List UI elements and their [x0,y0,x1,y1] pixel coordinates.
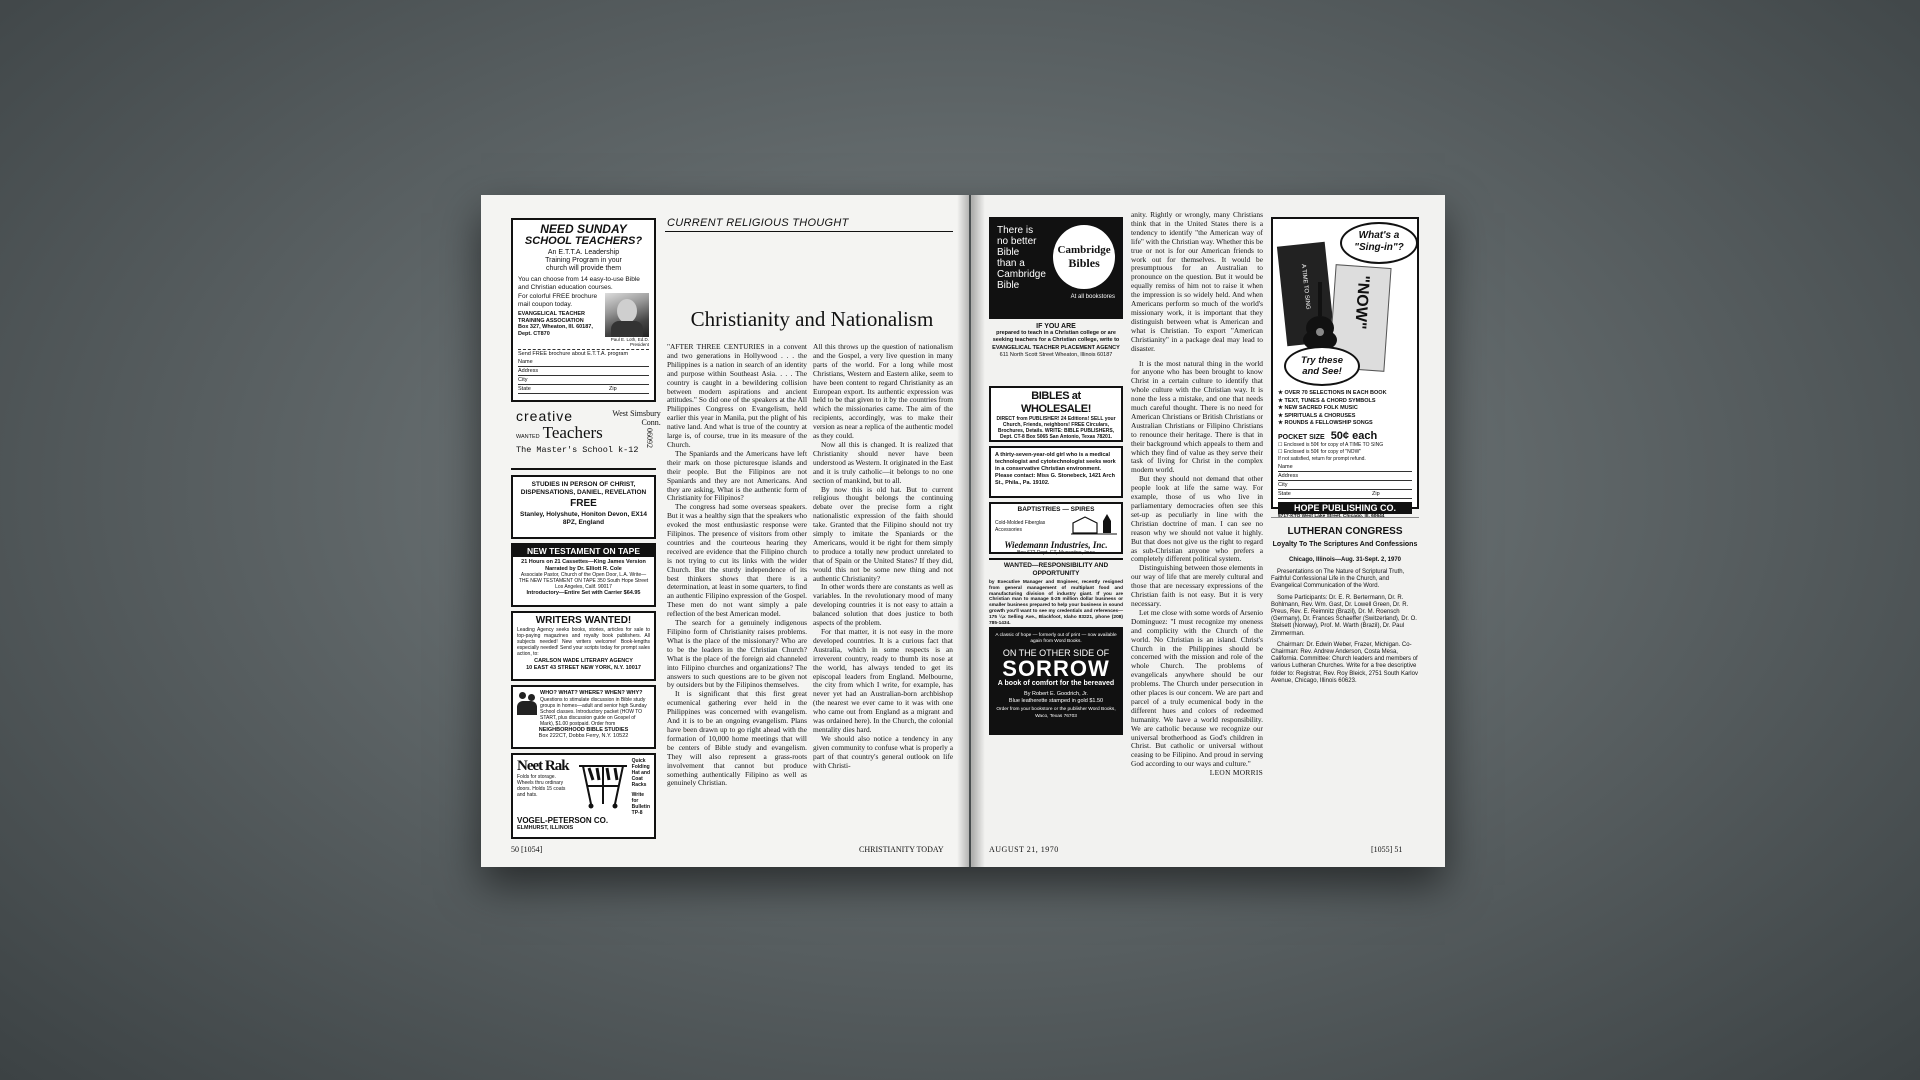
feature-bullet: ★ TEXT, TUNES & CHORD SYMBOLS [1278,397,1376,404]
paragraph: "AFTER THREE CENTURIES in a convent and two generations in Hollywood . . . the Philippines is a nation in search of an identity and purpose within Southeast Asia. . . . The country is caught in a bewildering collision between modern aspirations and ancient attitudes." So did one of the speakers at the All Philippines Congress on Evangelism, held earlier this year in Manila, put the plight of his native land. And what is true of the country at large is, of course, true in its measure of the Church. [667,342,807,449]
coupon-field-zip[interactable]: Zip [609,385,649,394]
ad-medical-technologist [989,446,1123,498]
paragraph: But they should not demand that other people look at life the same way. For example, those of us who live in parliamentary democracies often see this set-up as peculiarly in line with the Christian doctrine of man. I can see no reason why we should not value it highly. But that does not give us the right to regard as sub-Christian anyone who prefers a completely different political system. [1131,474,1263,564]
paragraph: We should also notice a tendency in any given community to confuse what is properly a part of that country's general outlook on life with Christi- [813,733,953,770]
refund-note: If not satisfied, return for prompt refund. [1278,455,1366,462]
church-spire-icon [1071,513,1117,540]
ad-write: Write for Bulletin TP-8 [631,792,651,816]
article-column-2 [813,343,953,837]
people-icon [517,690,537,720]
ad-headline: WHO? WHAT? WHERE? WHEN? WHY? [540,690,643,696]
bubble-text: What's a [1358,230,1400,241]
page-footer-right: CHRISTIANITY TODAY [859,845,944,854]
ad-address: Box 672 Dept. ET, Muscatine, Iowa [1017,550,1095,556]
ad-feature: Cold-Molded Fiberglas [995,520,1046,526]
ad-body: prepared to teach in a Christian college or are seeking teachers for a Christian college, write to [992,330,1120,343]
ad-company: HOPE PUBLISHING CO. [1278,502,1412,514]
ad-line: than a [997,258,1025,269]
feature-bullet: ★ NEW SACRED FOLK MUSIC [1278,405,1358,411]
ad-headline: WANTED—RESPONSIBILITY AND OPPORTUNITY [1003,562,1109,577]
ad-brand: Neet Rak [517,758,569,774]
ad-body: Folds for storage. Wheels thru ordinary doors. Holds 15 coats and hats. [517,774,566,798]
order-checkbox[interactable]: ☐ Enclosed is 50¢ for copy of "NOW" [1278,448,1362,455]
ad-line: church will provide them [545,265,622,272]
coupon-field-city[interactable]: City [1278,481,1412,490]
ad-body: Presentations on The Nature of Scriptural Truth, Faithful Confessional Life in the Church, and Evangelical Communication of the Word. [1271,569,1405,590]
coupon-field-name[interactable]: Name [518,358,649,367]
order-checkbox[interactable]: ☐ Enclosed is 50¢ for copy of A TIME TO SING [1278,441,1384,448]
feature-bullet: ★ SPIRITUALS & CHORUSES [1278,412,1356,419]
ad-headline: NEED SUNDAY [540,222,627,236]
ad-agency: CARLSON WADE LITERARY AGENCY [534,658,633,664]
ad-location: West Simsbury Conn. [612,409,661,427]
ad-headline: NEW TESTAMENT ON TAPE [513,545,654,557]
article-column-3 [1131,211,1263,839]
ad-headline: WRITERS WANTED! [535,615,632,626]
ad-line: There is [997,225,1034,236]
ad-new-testament-tape [511,543,656,607]
bubble-text: Try these [1300,355,1344,366]
ad-body: Associate Pastor, Church of the Open Door, L.A. Write—THE NEW TESTAMENT ON TAPE 350 South Hope Street Los Angeles, Calif. 90017 [518,572,649,590]
paragraph: For that matter, it is not easy in the more developed countries. It is a curious fact that Australia, which in some respects is an irreverent country, ready to thumb its nose at the world, has always tended to get its episcopal leaders from England. Melbourne, the city from which I write, for example, has never yet had an Australian-born archbishop (the nearest we ever came to it was with one who came out from England as a migrant and was ordained here). In the Church, the colonial mentality dies hard. [813,627,953,734]
coupon-field-state[interactable]: State [518,385,609,394]
ad-feature: Accessories [995,526,1022,533]
ad-line: Training Program in your [545,257,622,264]
ad-dates: Chicago, Illinois—Aug. 31-Sept. 2, 1970 [1288,557,1402,563]
ad-lutheran-congress [1271,517,1419,846]
ad-masters-school [511,406,661,470]
paragraph: Now all this is changed. It is realized that Christianity should never have been understood as Western. It originated in the East and it is truly catholic—it belongs to no one section of mankind, but to all. [813,439,953,485]
right-page [971,195,1445,867]
bubble-text: "Sing-in"? [1354,242,1404,253]
ad-title-main: SORROW [1002,656,1110,682]
ad-neet-rak [511,753,656,839]
ad-bibles-wholesale [989,386,1123,442]
ad-headline: BIBLES at WHOLESALE! [1021,390,1091,415]
coupon-field-state[interactable]: State [1278,490,1372,499]
ad-sunday-school-teachers [511,218,656,402]
speech-bubble [1284,346,1360,386]
price-label: POCKET SIZE [1278,433,1325,441]
ad-writers-wanted [511,611,656,681]
ad-headline-2: SCHOOL TEACHERS? [524,235,643,247]
ad-address: 611 North Scott Street Wheaton, Illinois 60187 [999,351,1113,358]
feature-bullet: ★ ROUNDS & FELLOWSHIP SONGS [1278,420,1373,426]
cover-title: A TIME TO SING [1299,263,1311,310]
byline: LEON MORRIS [1209,768,1263,778]
ad-wanted-responsibility [989,558,1123,626]
ad-body: by Executive Manager and Engineer, recently resigned from general management of multiplant food and manufacturing division of industry giant. If you are Christian man to manage $-25 million dollar business or smaller business prepared to help your business in sound growth you'll want to see my credentials and references—175 ¼x Selling Ave., Blackfoot, Idaho 83221, phone (208) 785-1434. [989,580,1123,626]
cambridge-seal [1053,225,1115,289]
ad-body: You can choose from 14 easy-to-use Bible and Christian education courses. [518,276,640,291]
paragraph: It is significant that this first great ecumenical gathering ever held in the Philippines was concerned with evangelism. And it is to be an ongoing evangelism. Plans have been drawn up to go right ahead with the formation of 10,000 home meetings that will be centers of Bible study and evangelism. They will also represent a grass-roots involvement that cannot but produce something authentically Filipino as well as genuinely Christian. [667,689,807,788]
ad-tag: At all bookstores [1070,294,1115,300]
ad-city: ELMHURST, ILLINOIS [517,825,574,831]
ad-address: Box 327, Wheaton, Ill. 60187, Dept. CT870 [518,324,593,337]
speech-bubble [1340,222,1418,264]
ad-author: By Robert E. Goodrich, Jr. [1024,691,1088,698]
ad-word: creative [516,408,574,424]
ad-brand: Wiedemann Industries, Inc. [1004,540,1108,550]
ad-kicker: A classic of hope — formerly out of print — now available again from Word Books. [995,633,1117,644]
cover-title: "NOW" [1351,274,1372,330]
ad-baptistries [989,502,1123,554]
coupon-field-zip[interactable]: Zip [1372,490,1412,499]
ad-teacher-placement [989,323,1123,383]
ad-org: NEIGHBORHOOD BIBLE STUDIES [538,726,629,733]
paragraph: By now this is old hat. But to current religious thought belongs the continuing debate over the precise form a right nationalistic expression of the faith should take. Granted that the Filipino should not try simply to imitate the Spaniards or the Americans, would it be right for them simply to produce a totally new product unrelated to that of Spain or the United States? If they did, would this not be some new thing and not authentic Christianity? [813,484,953,583]
ad-company: VOGEL-PETERSON CO. [517,816,609,825]
ad-price: Introductory—Entire Set with Carrier $64.95 [526,590,641,596]
ad-headline: STUDIES IN PERSON OF CHRIST, DISPENSATIONS, DANIEL, REVELATION [520,481,647,496]
ad-tag: Quick Folding Hat and Coat Racks [631,758,651,788]
article-title: Christianity and Nationalism [690,307,934,331]
ad-body: A thirty-seven-year-old girl who is a medical technologist and cytotechnologist seeks work in a conservative Christian environment. Please contact: Miss G. Stonebeck, 1421 Arch St., Phila., Pa. 19102. [995,452,1116,486]
ad-address: Stanley, Holyshute, Honiton Devon, EX14 8PZ, England [519,511,647,526]
ad-sing-in [1271,217,1419,519]
coat-rack-icon [577,758,629,816]
paragraph: The search for a genuinely indigenous Filipino form of Christianity raises problems. What is the place of the missionary? Who are to be the leaders in the Christian Church? What is the place of the foreign aid channeled into Filipino churches and organizations? The answers to such questions are to be given not by outsiders but by the Filipinos themselves. [667,618,807,690]
left-page [481,195,969,867]
section-header: CURRENT RELIGIOUS THOUGHT [667,217,849,229]
ad-body: DIRECT from PUBLISHER! 24 Editions! SELL your Church, Friends, neighbors! FREE Circulars, Brochures, Details. WRITE: BIBLE PUBLISHERS, Dept. CT-8 Box 5065 San Antonio, Texas 78201. [996,416,1116,440]
ad-body: Leading Agency seeks books, stories, articles for sale to top-paying magazines and royalty book publishers. All subjects needed! New writers welcome! Book-lengths especially needed! Send your scripts today for prompt sales action, to: [517,627,650,657]
paragraph: All this throws up the question of nationalism and the Gospel, a very live question in many parts of the world. For a long while most Christians, Western and Eastern alike, seem to have been content to regard Christianity as an European export. Its authentic expression was held to be that given to it by the countries from which the missionaries came. The aim of the recipients, accordingly, was to make their version as near a replica of the authentic model as they could. [813,342,953,441]
ad-body: Some Participants: Dr. E. R. Bertermann, Dr. R. Bohlmann, Rev. Wm. Gast, Dr. Lowell Green, Dr. R. Preus, Rev. E. Reimnitz (Brazil), Dr. M. Roensch (Germany), Dr. Frances Schaeffer (Switzerland), Dr. O. Stelsett (Norway), Prof. M. Warth (Brazil), Dr. Paul Zimmerman. [1271,594,1417,637]
ad-body: Questions to stimulate discussion in Bible study groups in homes—adult and senior high Sunday School classes. Introductory packet (HOW TO START, plus discussion guide on Gospel of Mark), $1.00 postpaid. Order from [540,696,647,727]
portrait-photo [605,293,649,337]
ad-line: 21 Hours on 21 Cassettes—King James Version [521,559,646,565]
ad-headline: BAPTISTRIES — SPIRES [1017,506,1095,513]
ad-word: Teachers [542,423,603,442]
ad-line: no better [997,236,1037,247]
paragraph: Let me close with some words of Arsenio Dominguez: "I must recognize my oneness and complicity with the Church of the world. No Christian is an island. Christ's Church in the Philippines should be concerned with the mission and role of the whole Church. The problems of evangelicals anywhere should be our problems. The Church under persecution in other places is our concern. We are part and parcel of a truly ecumenical body in the different hues and colors of redeemed humanity. We have a world responsibility. We are catholic because we recognize our universal brotherhood as God's children in Christ. But catholic or universal without ceasing to be Filipino. And proud in serving God according to our ways and culture." [1131,607,1263,769]
ad-address: 5717-KTO West Lake Street, Chicago, Ill. 60644 [1278,513,1385,519]
paragraph: The Spaniards and the Americans have left their mark on those picturesque islands and their people. But the Filipinos are not Spaniards and they are not Americans. And they are asking, What is the authentic form of Christianity for Filipinos? [667,448,807,503]
ad-line: Narrated by Dr. Elliott R. Cole [545,565,622,572]
ad-headline: LUTHERAN CONGRESS [1287,526,1403,537]
ad-body: Chairman: Dr. Edwin Weber, Frazer, Michigan. Co-Chairman: Rev. Andrew Anderson, Costa Mesa, California. Committee: Church leaders and members of various Lutheran Churches. Write for a free descriptive folder to: Registrar, Rev. Roy Bleick, 2751 South Karlov Avenue, Chicago, Illinois 60623. [1271,641,1418,684]
ad-brand: Cambridge [1057,243,1111,256]
page-footer-left: AUGUST 21, 1970 [989,845,1059,854]
open-magazine [481,195,1445,867]
coupon-field-name[interactable]: Name [1278,463,1412,472]
ad-org: EVANGELICAL TEACHER TRAINING ASSOCIATION [518,311,586,324]
ad-word: WANTED [516,434,540,440]
page-footer-right: [1055] 51 [1371,845,1403,854]
ad-neighborhood-bible-studies [511,685,656,749]
bubble-text: and See! [1302,366,1342,377]
ad-title: ON THE OTHER SIDE OF [1002,648,1110,659]
ad-subtitle: A book of comfort for the bereaved [997,680,1115,688]
paragraph: In other words there are constants as well as variables. In the revolutionary mood of many developing countries it is not easy to attain a balanced solution that does justice to both aspects of the problem. [813,582,953,628]
ad-line: An E.T.T.A. Leadership [547,249,620,256]
ad-zip: 06092 [645,428,654,448]
ad-cambridge-bibles [989,217,1123,319]
paragraph: Distinguishing between those elements in our way of life that are merely cultural and those that are necessary expressions of the Christian faith is not easy. But it is very necessary. [1131,563,1263,608]
ad-address: 10 EAST 43 STREET NEW YORK, N.Y. 10017 [526,664,641,671]
ad-on-the-other-side-of-sorrow [989,627,1123,735]
article-column-1 [667,343,807,837]
coupon-field-address[interactable]: Address [518,367,649,376]
paragraph: It is the most natural thing in the world for anyone who has been brought to know Christ in a certain culture to identify that whole culture with the Christian way. It is none the less a mistake, and one that needs much careful thought. There is no need for American Christians or British Christians or Australian Christians or Filipino Christians to renounce their heritage. There is that in their background which appeals to them and which they find of value as they serve their task of living for Christ in the complex modern world. [1131,358,1263,475]
ad-offer: For colorful FREE brochure mail coupon today. [518,293,598,308]
coupon-title: Send FREE brochure about E.T.T.A. program [518,349,649,358]
feature-bullet: ★ OVER 70 SELECTIONS IN EACH BOOK [1278,390,1387,396]
ad-price: Blue leatherette stamped in gold $1.50 [1008,697,1104,704]
ad-line: Bible [997,247,1020,258]
ad-org: EVANGELICAL TEACHER PLACEMENT AGENCY [992,345,1120,351]
ad-brand: Bibles [1068,255,1100,270]
ad-subtitle: Loyalty To The Scriptures And Confessions [1272,541,1418,548]
ad-free: FREE [570,498,597,509]
ad-order: Order from your bookstore or the publisher Word Books, Waco, Texas 76703 [996,707,1116,719]
ad-headline: IF YOU ARE [1036,323,1076,330]
page-footer-left: 50 [1054] [511,845,543,854]
ad-person: Paul E. Loth, Ed.D. President [610,337,649,347]
paragraph: anity. Rightly or wrongly, many Christians think that in the United States there is a tendency to identify "the American way of life" with the Christian way. Whether this be true or not is for our American friends to work out for themselves. It would be presumptuous for an Australian to pronounce on the question. But it would be equally remiss of him not to raise it when the impression is so widely held. And when Americans perform so much of the world's missionary work, it is important that they distinguish between what is American and what is Christian. To export "American Christianity" in a package deal may lead to disaster. [1131,210,1263,353]
ad-line: Cambridge [997,269,1046,280]
section-rule [665,231,953,232]
ad-line: Bible [997,280,1020,291]
paragraph: The congress had some overseas speakers. But it was a healthy sign that the speakers who evoked the most enthusiastic response were Filipinos. The presence of visitors from other countries and the courteous hearing they received are evidence that the Filipino church is not trying to cut its links with the wider Church. But the sturdy independence of its best thinkers shows that there is a determination, at least in some quarters, to find an authentic Filipino expression of the Gospel. These men do not want simply a pale reflection of the best American model. [667,502,807,619]
coupon-field-address[interactable]: Address [1278,472,1412,481]
ad-school: The Master's School k-12 [516,445,639,455]
coupon-field-city[interactable]: City [518,376,649,385]
price: 50¢ each [1330,429,1378,442]
ad-studies [511,475,656,539]
ad-address: Box 222CT, Dobbs Ferry, N.Y. 10522 [538,733,629,739]
